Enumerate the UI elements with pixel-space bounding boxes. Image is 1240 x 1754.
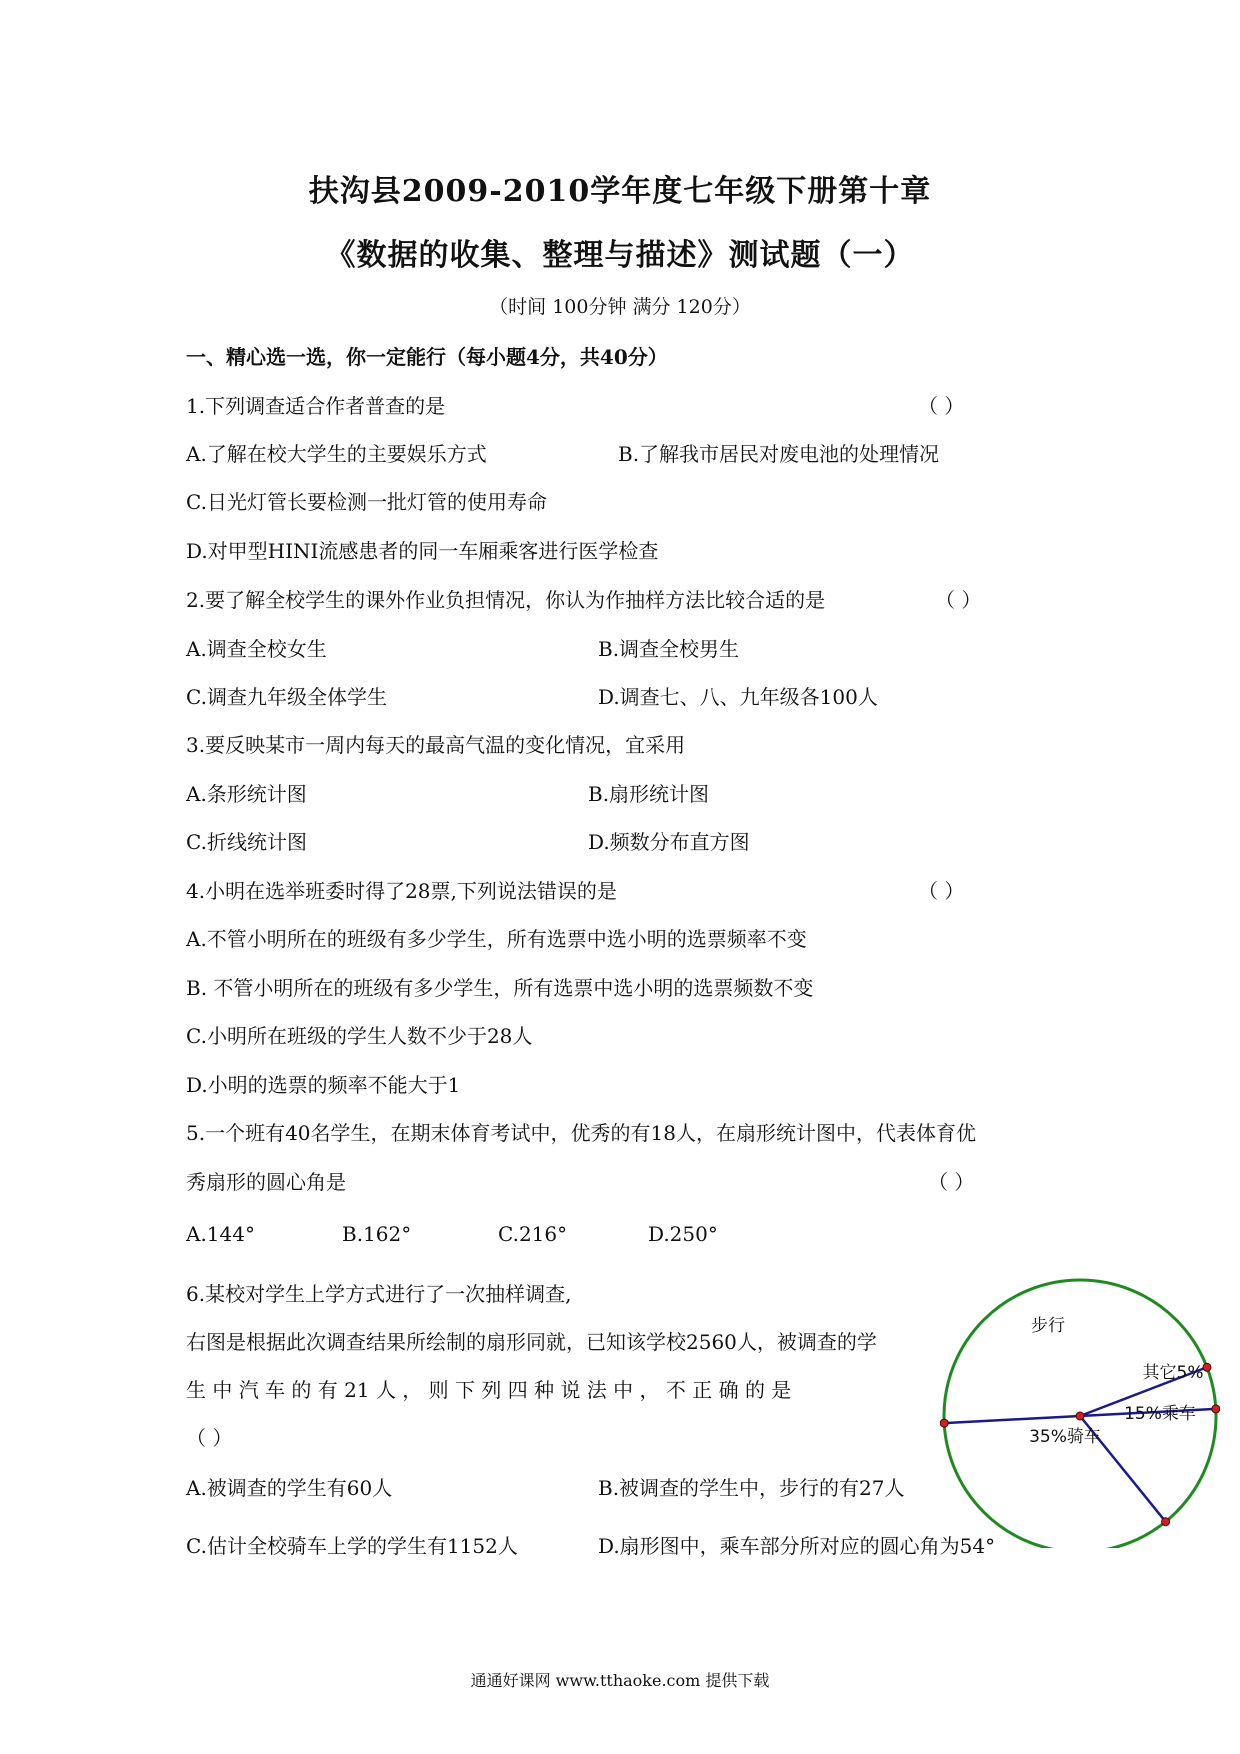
question-stem: 1.下列调查适合作者普查的是 bbox=[186, 394, 446, 418]
answer-bracket: （ ） bbox=[935, 588, 982, 612]
option-b: B.调查全校男生 bbox=[598, 637, 740, 661]
question-stem-continued: 右图是根据此次调查结果所绘制的扇形同就，已知该学校2560人，被调查的学 bbox=[186, 1330, 877, 1354]
option-c: C.小明所在班级的学生人数不少于28人 bbox=[186, 1024, 533, 1048]
option-b: B.被调查的学生中，步行的有27人 bbox=[598, 1476, 905, 1500]
question-stem-continued: 秀扇形的圆心角是 bbox=[186, 1170, 346, 1194]
pie-boundary-point bbox=[940, 1419, 948, 1427]
pie-boundary-point bbox=[1203, 1363, 1211, 1371]
title-line-1: 扶沟县2009-2010学年度七年级下册第十章 bbox=[308, 174, 932, 209]
option-b: B.162° bbox=[342, 1222, 412, 1246]
question-stem-continued: 生 中 汽 车 的 有 21 人 ， 则 下 列 四 种 说 法 中 ， 不 正 确 的 是 bbox=[186, 1378, 792, 1402]
question-stem: 4.小明在选举班委时得了28票,下列说法错误的是 bbox=[186, 879, 617, 903]
answer-bracket: （ ） bbox=[928, 1170, 975, 1194]
question-stem: 6.某校对学生上学方式进行了一次抽样调查, bbox=[186, 1282, 572, 1306]
answer-bracket: （ ） bbox=[186, 1426, 233, 1450]
slice-label-other: 其它5% bbox=[1142, 1363, 1204, 1383]
option-c: C.估计全校骑车上学的学生有1152人 bbox=[186, 1534, 518, 1558]
option-c: C.调查九年级全体学生 bbox=[186, 685, 387, 709]
title-line-2: 《数据的收集、整理与描述》测试题（一） bbox=[325, 238, 915, 273]
option-a: A.了解在校大学生的主要娱乐方式 bbox=[186, 442, 487, 466]
pie-center-point bbox=[1076, 1412, 1084, 1420]
option-d: D.小明的选票的频率不能大于1 bbox=[186, 1073, 461, 1097]
option-d: D.调查七、八、九年级各100人 bbox=[598, 685, 878, 709]
option-b: B.扇形统计图 bbox=[588, 782, 710, 806]
page-footer: 通通好课网 www.tthaoke.com 提供下载 bbox=[470, 1671, 770, 1690]
option-a: A.条形统计图 bbox=[186, 782, 307, 806]
option-c: C.折线统计图 bbox=[186, 830, 307, 854]
option-a: A.调查全校女生 bbox=[186, 637, 327, 661]
pie-slice-boundary bbox=[944, 1416, 1080, 1423]
exam-meta: （时间 100分钟 满分 120分） bbox=[489, 296, 751, 318]
answer-bracket: （ ） bbox=[918, 394, 965, 418]
pie-boundary-point bbox=[1162, 1518, 1170, 1526]
option-a: A.被调查的学生有60人 bbox=[186, 1476, 393, 1500]
pie-chart bbox=[940, 1268, 1220, 1548]
option-b: B. 不管小明所在的班级有多少学生，所有选票中选小明的选票频数不变 bbox=[186, 976, 814, 1000]
option-c: C.日光灯管长要检测一批灯管的使用寿命 bbox=[186, 490, 547, 514]
option-d: D.频数分布直方图 bbox=[588, 830, 750, 854]
slice-label-bus: 15%乘车 bbox=[1124, 1404, 1196, 1424]
option-a: A.不管小明所在的班级有多少学生，所有选票中选小明的选票频率不变 bbox=[186, 927, 807, 951]
question-stem: 5.一个班有40名学生，在期末体育考试中，优秀的有18人，在扇形统计图中，代表体育优 bbox=[186, 1121, 976, 1145]
slice-label-bike: 35%骑车 bbox=[1029, 1427, 1101, 1447]
slice-label-walk: 步行 bbox=[1031, 1316, 1065, 1336]
option-b: B.了解我市居民对废电池的处理情况 bbox=[618, 442, 940, 466]
question-stem: 2.要了解全校学生的课外作业负担情况，你认为作抽样方法比较合适的是 bbox=[186, 588, 826, 612]
option-c: C.216° bbox=[498, 1222, 568, 1246]
section-heading: 一、精心选一选，你一定能行（每小题4分，共40分） bbox=[186, 345, 668, 369]
pie-boundary-point bbox=[1212, 1405, 1220, 1413]
option-d: D.对甲型HINI流感患者的同一车厢乘客进行医学检查 bbox=[186, 539, 659, 563]
option-d: D.250° bbox=[648, 1222, 718, 1246]
question-stem: 3.要反映某市一周内每天的最高气温的变化情况，宜采用 bbox=[186, 733, 686, 757]
option-a: A.144° bbox=[186, 1222, 255, 1246]
answer-bracket: （ ） bbox=[918, 879, 965, 903]
option-d: D.扇形图中，乘车部分所对应的圆心角为54° bbox=[598, 1534, 996, 1558]
